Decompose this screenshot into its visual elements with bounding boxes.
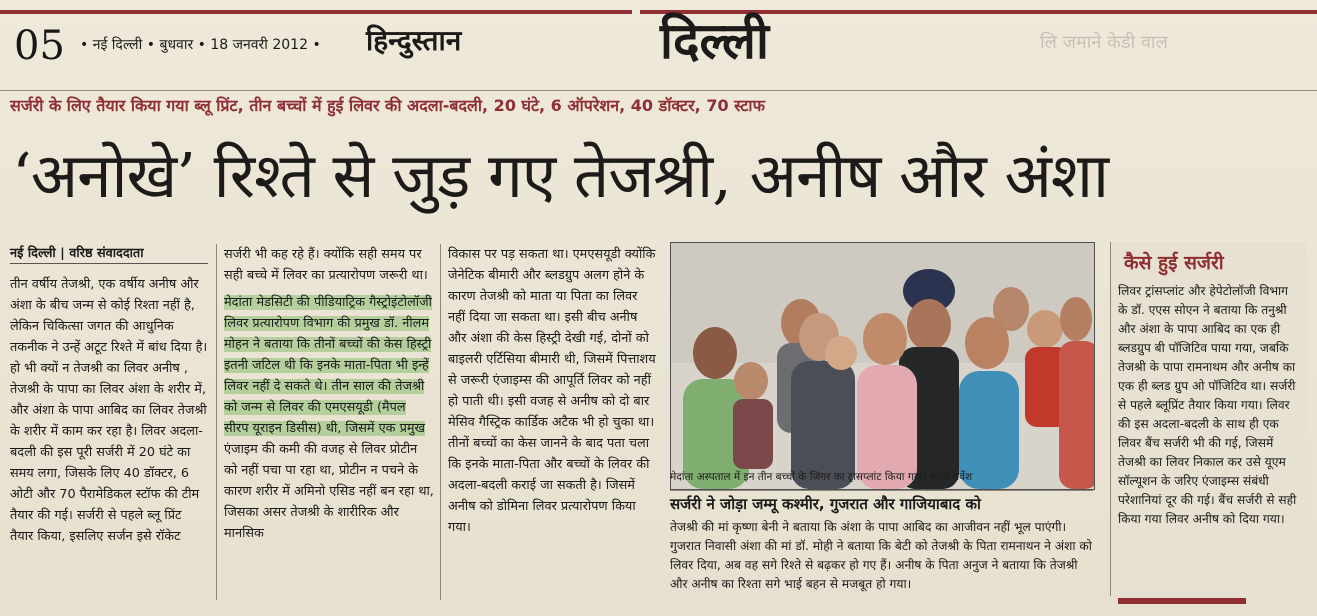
photo-caption: मेदांता अस्पताल में इन तीन बच्चों के जिगर का ट्रांसप्लांट किया गया। फोटो सर्वेश [670,471,973,483]
column-rule [216,244,217,600]
masthead-rule-left [0,10,632,14]
section-title: दिल्ली [660,11,769,70]
sidebar-accent-bar [1118,598,1246,604]
highlighted-quote: मेदांता मेडसिटी की पीडियाट्रिक गैस्ट्रोइंटोलॉजी लिवर प्रत्यारोपण विभाग की प्रमुख डॉ. नीलम मोहन ने बताया कि तीनों बच्चों की केस हिस्ट्री इतनी जटिल थी कि इनके माता-पिता भी इन्हें लिवर नहीं दे सकते थे। तीन साल की तेजश्री को जन्म से लिवर की एमएसयूडी (मैपल सीरप यूराइन डिसीस) थी, जिसमें एक प्रमुख [224,295,432,436]
column-rule [440,244,441,600]
column-1-text: तीन वर्षीय तेजश्री, एक वर्षीय अनीष और अंशा के बीच जन्म से कोई रिश्ता नहीं है, लेकिन चिकित्सा जगत की आधुनिक तकनीक ने उन्हें अटूट रिश्ते में बांध दिया है। हो भी क्यों न तेजश्री का लिवर अनीष , तेजश्री के पापा का लिवर अंशा के शरीर में, और अंशा के पापा आबिद का लिवर तेजश्री के शरीर में काम कर रहा है। लिवर अदला-बदली की इस पूरी सर्जरी में 20 घंटे का समय लगा, जिसके लिए 40 डॉक्टर, 6 ओटी और 70 पैरामेडिकल स्टॉफ की टीम तैयार की गई। सर्जरी से पहले ब्लू प्रिंट तैयार किया, इसलिए सर्जन इसे रॉकेट [10,277,208,544]
sidebar-rule [1110,242,1111,596]
photo-illustration [671,243,1094,489]
masthead-divider [0,90,1317,91]
article-column-3 [448,244,658,538]
group-photo [670,242,1095,490]
caption-divider [670,490,1093,491]
column-3-text: विकास पर पड़ सकता था। एमएसयूडी क्योंकि जेनेटिक बीमारी और ब्लडग्रुप अलग होने के कारण तेजश्री को माता या पिता का लिवर नहीं दिया जा सकता था। इसी बीच अनीष और अंशा की केस हिस्ट्री देखी गई, दोनों को बाइलरी एर्टिसिया बीमारी थी, जिसमें पित्ताशय से जरूरी एंजाइम्स की आपूर्ति लिवर को नहीं हो पाती थी। इसी वजह से अनीष को दो बार मेसिव गैस्ट्रिक कार्डिक अटैक भी हो चुका था। तीनों बच्चों का केस जानने के बाद पता चला कि इनके माता-पिता और बच्चों के लिवर की अदला-बदली कराई जा सकती है। जिसमें अनीष को डोमिना लिवर प्रत्यारोपण किया गया। [448,247,656,535]
bleed-through-text: लि जमाने केडी वाल [1040,32,1168,53]
sidebar-title: कैसे हुई सर्जरी [1124,252,1224,274]
byline: नई दिल्ली | वरिष्ठ संवाददाता [10,244,208,264]
sidebar-text: लिवर ट्रांसप्लांट और हेपेटोलॉजी विभाग के डॉ. एएस सोएन ने बताया कि तनुश्री और अंशा के पापा आबिद का एक ही ब्लडग्रुप बी पॉजिटिव पाया गया, जबकि तेजश्री के पापा रामनाथम और अनीष का एक ही ब्लड ग्रुप ओ पॉजिटिव था। सर्जरी से पहले ब्लूप्रिंट तैयार किया गया। लिवर की इस अदला-बदली के साथ ही एक लिवर बैंच सर्जरी भी की गई, जिसमें तेजश्री का लिवर निकाल कर उसे यूएम सॉल्यूशन के जरिए एंजाइम्स संबंधी परेशानियां दूर की गई। बैंच सर्जरी से सही किया गया लिवर अनीष को दिया गया। [1118,284,1297,526]
article-headline: ‘अनोखे’ रिश्ते से जुड़ गए तेजश्री, अनीष और अंशा [12,139,1109,212]
dateline: • नई दिल्ली • बुधवार • 18 जनवरी 2012 • [80,37,321,53]
column-2-rest: एंजाइम की कमी की वजह से लिवर प्रोटीन को नहीं पचा पा रहा था, प्रोटीन न पचने के कारण शरीर में अमिनो एसिड नहीं बन रहा था, जिसका असर तेजश्री के शारीरिक और मानसिक [224,442,434,541]
sub-headline: सर्जरी ने जोड़ा जम्मू कश्मीर, गुजरात और गाजियाबाद को [670,495,981,513]
article-kicker: सर्जरी के लिए तैयार किया गया ब्लू प्रिंट, तीन बच्चों में हुई लिवर की अदला-बदली, 20 घंटे, 6 ऑपरेशन, 40 डॉक्टर, 70 स्टाफ [10,96,765,115]
article-column-2 [224,244,434,544]
column-2-intro: सर्जरी भी कह रहे हैं। क्योंकि सही समय पर सही बच्चे में लिवर का प्रत्यारोपण जरूरी था। [224,247,428,283]
newspaper-name: हिन्दुस्तान [366,24,462,57]
article-column-1 [10,244,208,547]
page-number: 05 [14,23,65,69]
sub-article-text: तेजश्री की मां कृष्णा बेनी ने बताया कि अंशा के पापा आबिद का आजीवन नहीं भूल पाएंगी। गुजरात निवासी अंशा की मां डॉ. मोही ने बताया कि बेटी को तेजश्री के पिता रामनाथन ने अंशा को लिवर दिया, अब वह सगे रिश्ते से बढ़कर हो गए हैं। अनीष के पिता अनुज ने बताया कि तेजश्री और अनीष का रिश्ता सगे भाई बहन से मजबूत हो गया। [670,520,1092,591]
